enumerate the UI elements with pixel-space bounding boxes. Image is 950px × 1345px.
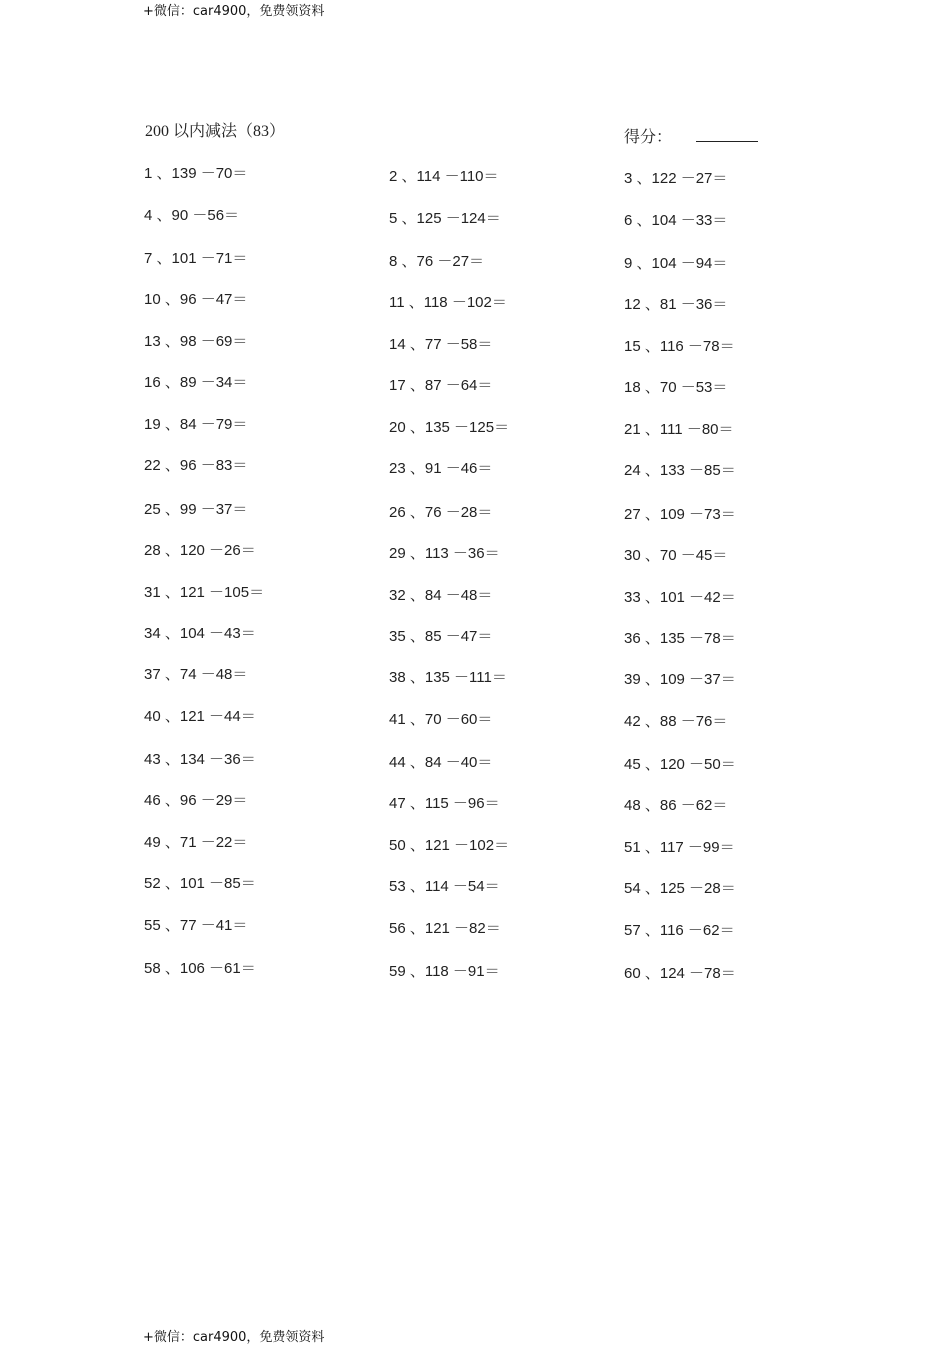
problem-item: 14 、77 －58＝: [389, 336, 493, 353]
score-label: 得分：: [624, 129, 673, 146]
score-blank-line: [696, 127, 758, 142]
problem-item: 58 、106 －61＝: [144, 960, 256, 977]
problem-item: 30 、70 －45＝: [624, 547, 728, 564]
problem-item: 50 、121 －102＝: [389, 837, 510, 854]
problem-item: 44 、84 －40＝: [389, 754, 493, 771]
header-watermark-note: +微信：car4900，免费领资料: [143, 4, 325, 19]
problem-item: 9 、104 －94＝: [624, 255, 728, 272]
problem-item: 3 、122 －27＝: [624, 170, 728, 187]
problem-item: 10 、96 －47＝: [144, 291, 248, 308]
problem-item: 18 、70 －53＝: [624, 379, 728, 396]
problem-item: 36 、135 －78＝: [624, 630, 736, 647]
problem-item: 23 、91 －46＝: [389, 460, 493, 477]
problem-item: 54 、125 －28＝: [624, 880, 736, 897]
problem-item: 33 、101 －42＝: [624, 589, 736, 606]
problem-item: 12 、81 －36＝: [624, 296, 728, 313]
problem-item: 5 、125 －124＝: [389, 210, 501, 227]
problem-item: 13 、98 －69＝: [144, 333, 248, 350]
worksheet-title: 200 以内减法（83）: [145, 123, 286, 140]
problem-item: 45 、120 －50＝: [624, 756, 736, 773]
problem-item: 47 、115 －96＝: [389, 795, 500, 812]
problem-item: 4 、90 －56＝: [144, 207, 240, 224]
problem-item: 24 、133 －85＝: [624, 462, 736, 479]
problem-item: 2 、114 －110＝: [389, 168, 499, 185]
problem-item: 32 、84 －48＝: [389, 587, 493, 604]
problem-item: 31 、121 －105＝: [144, 584, 265, 601]
problem-item: 6 、104 －33＝: [624, 212, 728, 229]
problem-item: 52 、101 －85＝: [144, 875, 256, 892]
problem-item: 15 、116 －78＝: [624, 338, 735, 355]
problem-item: 57 、116 －62＝: [624, 922, 735, 939]
problem-item: 38 、135 －111＝: [389, 669, 507, 686]
problem-item: 17 、87 －64＝: [389, 377, 493, 394]
footer-watermark-note: +微信：car4900，免费领资料: [143, 1330, 325, 1345]
problem-item: 42 、88 －76＝: [624, 713, 728, 730]
problem-item: 11 、118 －102＝: [389, 294, 507, 311]
problem-item: 1 、139 －70＝: [144, 165, 248, 182]
problem-item: 43 、134 －36＝: [144, 751, 256, 768]
problem-item: 25 、99 －37＝: [144, 501, 248, 518]
problem-item: 27 、109 －73＝: [624, 506, 736, 523]
problem-item: 48 、86 －62＝: [624, 797, 728, 814]
problem-item: 28 、120 －26＝: [144, 542, 256, 559]
problem-item: 7 、101 －71＝: [144, 250, 248, 267]
problem-item: 41 、70 －60＝: [389, 711, 493, 728]
problem-item: 59 、118 －91＝: [389, 963, 500, 980]
problem-item: 51 、117 －99＝: [624, 839, 735, 856]
problem-item: 22 、96 －83＝: [144, 457, 248, 474]
problem-item: 35 、85 －47＝: [389, 628, 493, 645]
problem-item: 39 、109 －37＝: [624, 671, 736, 688]
problem-item: 34 、104 －43＝: [144, 625, 256, 642]
problem-item: 20 、135 －125＝: [389, 419, 510, 436]
problem-item: 8 、76 －27＝: [389, 253, 485, 270]
problem-item: 37 、74 －48＝: [144, 666, 248, 683]
problem-item: 55 、77 －41＝: [144, 917, 248, 934]
problem-item: 60 、124 －78＝: [624, 965, 736, 982]
problem-item: 29 、113 －36＝: [389, 545, 500, 562]
problem-item: 21 、111 －80＝: [624, 421, 734, 438]
problem-item: 49 、71 －22＝: [144, 834, 248, 851]
problem-item: 53 、114 －54＝: [389, 878, 500, 895]
score-field: [624, 124, 758, 147]
problem-item: 19 、84 －79＝: [144, 416, 248, 433]
problem-item: 46 、96 －29＝: [144, 792, 248, 809]
problem-item: 26 、76 －28＝: [389, 504, 493, 521]
problem-item: 56 、121 －82＝: [389, 920, 501, 937]
problem-item: 16 、89 －34＝: [144, 374, 248, 391]
problem-item: 40 、121 －44＝: [144, 708, 256, 725]
